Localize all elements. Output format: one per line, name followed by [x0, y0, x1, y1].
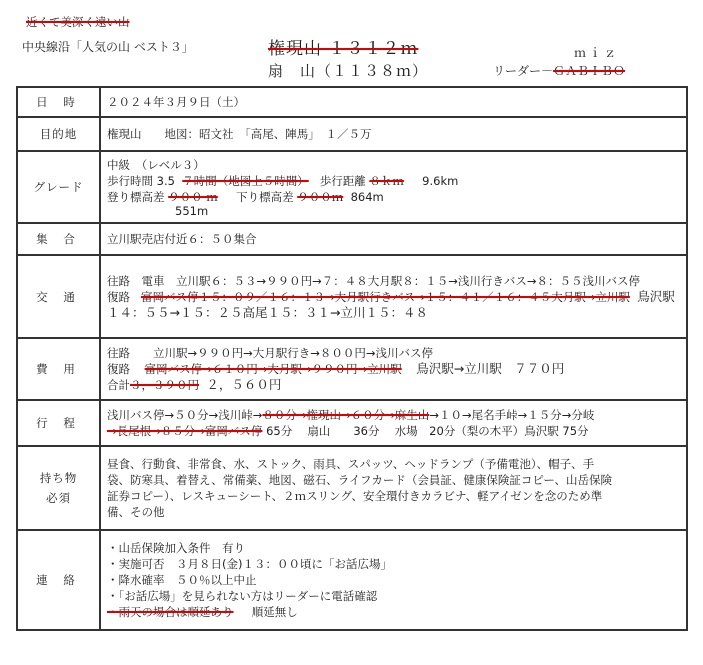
- label-meeting: 集 合: [17, 223, 100, 255]
- label-itinerary: 行 程: [17, 400, 100, 446]
- items-text-1: 昼食、行動食、非常食、水、ストック、雨具、スパッツ、ヘッドランプ（予備電池）、帽子、手: [107, 457, 595, 471]
- cost-return-new: 鳥沢駅→立川駅 ７７０円: [416, 361, 565, 376]
- time-new: 3.5: [156, 173, 175, 188]
- items-text-4: 備、その他: [107, 505, 165, 519]
- mountain-deleted: 権現山 １３１２ｍ: [268, 39, 419, 59]
- items-text-3: 証券コピー）、レスキューシート、２ｍスリング、安全環付きカラビナ、軽アイゼンを念のため準: [107, 489, 603, 503]
- cost-return: 復路 富岡バス停→６１０円→大月駅→９９０円→立川駅 鳥沢駅→立川駅 ７７０円: [107, 361, 565, 376]
- itinerary-line2: [107, 423, 680, 439]
- value-transport: [100, 255, 687, 338]
- contact-rain: [107, 604, 680, 620]
- descent-new: 864m: [350, 189, 384, 204]
- label-date: 日 時: [17, 87, 100, 117]
- value-meeting: 立川駅売店付近６：５０集合: [100, 223, 687, 255]
- series-title: 中央線沿「人気の山 ベスト３」: [22, 40, 194, 54]
- label-destination: 目的地: [17, 117, 100, 151]
- cost-outbound: 往路 立川駅→９９０円→大月駅行き→８００円→浅川バス停: [107, 346, 434, 360]
- itinerary-line1-deleted: ８０分→権現山→６０分→麻生山: [262, 408, 430, 422]
- row-transport: [17, 255, 687, 338]
- row-grade: [17, 151, 687, 223]
- label-transport: 交 通: [17, 255, 100, 338]
- row-meeting: [17, 223, 687, 255]
- value-contact: [100, 530, 687, 630]
- leader-new: ｍｉｚ: [574, 46, 620, 60]
- value-date: ２０２４年３月９日（土）: [100, 87, 687, 117]
- value-items: [100, 446, 687, 530]
- ascent-deleted: ９００ ｍ: [168, 189, 218, 204]
- descent-deleted: ９００ｍ: [297, 189, 344, 204]
- value-itinerary: [100, 400, 687, 446]
- transport-return-new: 鳥沢駅１４：５５→１５：２５高尾１５：３１→立川１５：４８: [107, 288, 675, 320]
- row-destination: [17, 117, 687, 151]
- row-date: [17, 87, 687, 117]
- label-contact: 連 絡: [17, 530, 100, 630]
- plan-table: [16, 86, 688, 631]
- value-destination: 権現山 地図：昭文社 「高尾、陣馬」 １／５万: [100, 117, 687, 151]
- label-items: [17, 446, 100, 530]
- mountain-name: 扇 山（１１３８ｍ）: [268, 62, 429, 80]
- contact-line: ・降水確率 ５０％以上中止: [107, 573, 257, 587]
- value-cost: [100, 338, 687, 400]
- ascent-new: 551m: [175, 203, 209, 218]
- itinerary-line2-deleted: →長尾根→８５分→富岡バス停: [107, 424, 263, 438]
- itinerary-line2-new: 65分 扇山 36分 水場 20分（梨の木平）鳥沢駅 75分: [266, 424, 589, 438]
- distance-new: 9.6km: [422, 173, 459, 188]
- contact-line: ・「お話広場」を見られない方はリーダーに電話確認: [107, 589, 378, 603]
- items-label-2: 必須: [46, 491, 71, 505]
- contact-rain-deleted: ・雨天の場合は順延あり: [107, 605, 234, 619]
- distance-deleted: ８ｋｍ: [369, 173, 404, 188]
- cost-total-new: ２，５６０円: [206, 377, 282, 392]
- row-items: [17, 446, 687, 530]
- row-contact: [17, 530, 687, 630]
- deleted-subtitle: 近くて美深く遠い山: [26, 15, 130, 29]
- items-label-1: 持ち物: [39, 471, 78, 485]
- leader: リーダー－ＧＡＢＩＢＯ: [493, 64, 626, 78]
- contact-line: ・実施可否 ３月８日(金)１３：００頃に「お話広場」: [107, 557, 392, 571]
- contact-line: ・山岳保険加入条件 有り: [107, 541, 245, 555]
- transport-return-deleted: 富岡バス停１５：０９／１６：１３→大月駅行きバス→１５：４１／１６：４５大月駅→立川駅: [140, 289, 630, 304]
- items-text-2: 袋、防寒具、着替え、常備薬、地図、磁石、ライフカード（会員証、健康保険証コピー、山岳保険: [107, 473, 612, 487]
- itinerary-line1: 浅川バス停→５０分→浅川峠→８０分→権現山→６０分→麻生山→１０→尾名手峠→１５分→分岐: [107, 408, 595, 422]
- row-cost: [17, 338, 687, 400]
- cost-total-deleted: ３，３９０円: [130, 378, 199, 392]
- grade-time: 歩行時間 3.5 ７時間（地図上５時間） 歩行距離 ８ｋｍ 9.6km: [107, 173, 459, 188]
- transport-return: 復路 富岡バス停１５：０９／１６：１３→大月駅行きバス→１５：４１／１６：４５大月駅→立川駅 鳥沢駅１４：５５→１５：２５高尾１５：３１→立川１５：４８: [107, 288, 675, 320]
- label-grade: グレード: [17, 151, 100, 223]
- leader-label: リーダー: [493, 64, 542, 78]
- grade-level: 中級 （レベル３）: [107, 157, 205, 172]
- value-grade: [100, 151, 687, 223]
- time-deleted: ７時間（地図上５時間）: [182, 173, 309, 188]
- label-cost: 費 用: [17, 338, 100, 400]
- cost-total: 合計３，３９０円 ２，５６０円: [107, 377, 282, 392]
- cost-return-deleted: 富岡バス停→６１０円→大月駅→９９０円→立川駅: [144, 362, 402, 376]
- contact-rain-new: 順延無し: [251, 605, 298, 619]
- row-itinerary: [17, 400, 687, 446]
- leader-deleted: ＧＡＢＩＢＯ: [553, 64, 626, 78]
- grade-elevation: 登り標高差 ９００ ｍ 下り標高差 ９００ｍ 864m: [107, 189, 384, 204]
- transport-outbound: 往路 電車 立川駅６：５３→９９０円→７：４８大月駅８：１５→浅川行きバス→８：５５浅川バス停: [107, 273, 641, 288]
